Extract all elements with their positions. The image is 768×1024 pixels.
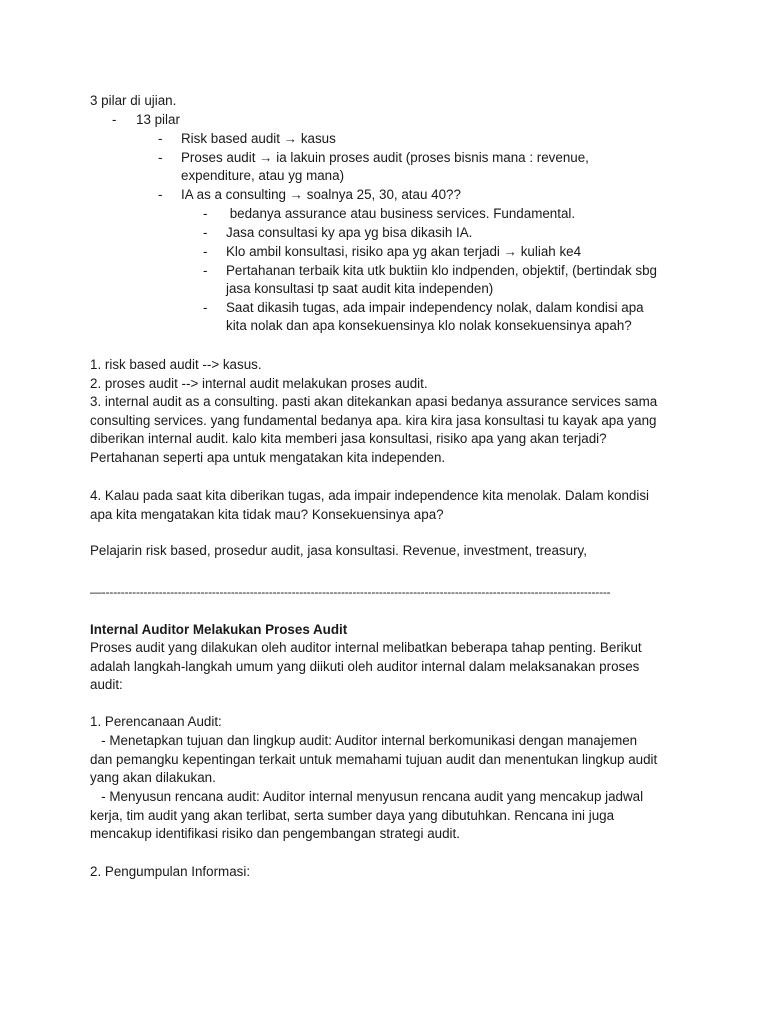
note-item-4: 4. Kalau pada saat kita diberikan tugas, ada impair independence kita menolak. Dalam kondisi apa kita mengatakan kita tidak mau? Konsekuensinya apa? xyxy=(90,488,650,522)
document-page: 3 pilar di ujian. - 13 pilar - Risk based audit → kasus - Proses audit → ia lakuin proses audit (proses bisnis mana : revenue, expenditure, atau yg mana) - IA as a consulting → soalnya 25, 30, atau 40?? - bedanya assurance atau business services. Fundamental. - Jasa consultasi ky apa yg bisa dikasih IA. - Klo ambil konsultasi, risiko apa yg akan terjadi → kuliah ke4 - Pertahanan terbaik kita utk buktiin klo indpenden, objektif, (bertindak sbg jasa konsultasi tp saat audit kita independen) - Saat dikasih tugas, ada impair independency nolak, dalam kondisi apa kita nolak dan apa konsekuensinya klo nolak konsekuensinya apah? 1. risk based audit --> kasus. 2. proses audit --> internal audit melakukan proses audit. 3. internal audit as a consulting. pasti akan ditekankan apasi bedanya assurance services sama consulting services. yang fundamental bedanya apa. kira kira jasa konsultasi tu kayak apa yang diberikan internal audit. kalo kita memberi jasa konsultasi, risiko apa yang akan terjadi? Pertahanan seperti apa untuk mengatakan kita independen. 4. Kalau pada saat kita diberikan tugas, ada impair independence kita menolak. Dalam kondisi apa kita mengatakan kita tidak mau? Konsekuensinya apa? Pelajarin risk based, prosedur audit, jasa konsultasi. Revenue, investment, treasury, —-------------------------------------------------------------------------------------------------------------------------------------- Internal Auditor Melakukan Proses Audit Proses audit yang dilakukan oleh auditor internal melibatkan beberapa tahap penting. Berikut adalah langkah-langkah umum yang diikuti oleh auditor internal dalam melaksanakan proses audit: 1. Perencanaan Audit: - Menetapkan tujuan dan lingkup audit: Auditor internal berkomunikasi dengan manajemen dan pemangku kepentingan terkait untuk memahami tujuan audit dan menentukan lingkup audit yang akan dilakukan. - Menyusun rencana audit: Auditor internal menyusun rencana audit yang mencakup jadwal kerja, tim audit yang akan terlibat, serta sumber daya yang dibutuhkan. Rencana ini juga mencakup identifikasi risiko dan pengembangan strategi audit. 2. Pengumpulan Informasi: xyxy=(0,0,768,1024)
outline-title: 3 pilar di ujian. xyxy=(90,93,177,108)
section-intro: Proses audit yang dilakukan oleh auditor internal melibatkan beberapa tahap penting. Berikut adalah langkah-langkah umum yang diikuti oleh auditor internal dalam melaksanakan proses audit: xyxy=(90,640,642,693)
step-1-point-b: - Menyusun rencana audit: Auditor internal menyusun rencana audit yang mencakup jadwal kerja, tim audit yang akan terlibat, serta sumber daya yang dibutuhkan. Rencana ini juga mencakup identifikasi risiko dan pengembangan strategi audit. xyxy=(90,789,644,842)
step-2-title: 2. Pengumpulan Informasi: xyxy=(90,864,251,879)
numbered-notes: 1. risk based audit --> kasus. 2. proses audit --> internal audit melakukan proses audit. 3. internal audit as a consulting. pasti akan ditekankan apasi bedanya assurance services sama consulting services. yang fundamental bedanya apa. kira kira jasa konsultasi tu kayak apa yang diberikan internal audit. kalo kita memberi jasa konsultasi, risiko apa yang akan terjadi? Pertahanan seperti apa untuk mengatakan kita independen. xyxy=(90,357,658,465)
separator-line: —-------------------------------------------------------------------------------------------------------------------------------------- xyxy=(90,585,611,599)
step-1-point-a: - Menetapkan tujuan dan lingkup audit: Auditor internal berkomunikasi dengan manajemen dan pemangku kepentingan terkait untuk memahami tujuan audit dan menentukan lingkup audit yang akan dilakukan. xyxy=(90,733,658,786)
step-1-title: 1. Perencanaan Audit: xyxy=(90,714,222,729)
section-heading: Internal Auditor Melakukan Proses Audit xyxy=(90,622,348,637)
study-note: Pelajarin risk based, prosedur audit, jasa konsultasi. Revenue, investment, treasury, xyxy=(90,543,587,558)
